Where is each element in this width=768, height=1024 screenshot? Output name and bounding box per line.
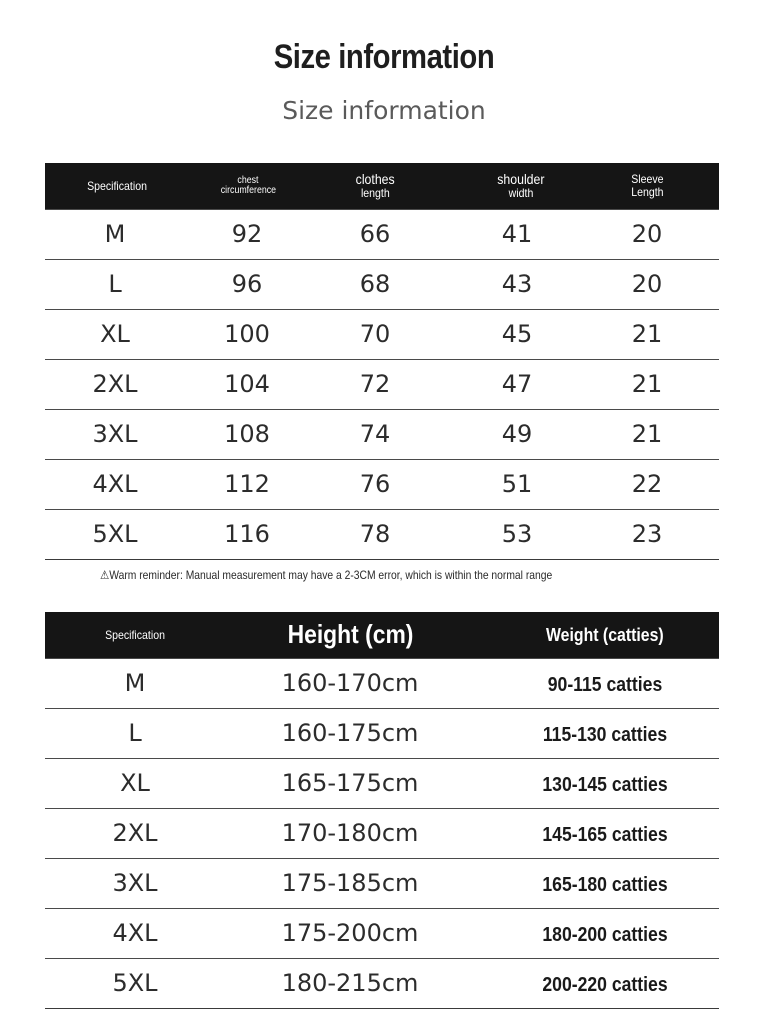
- cell-sleeve-length: 22: [631, 470, 663, 498]
- cell-weight: 115-130 catties: [542, 724, 668, 746]
- table-row: [45, 858, 719, 908]
- header-chest-circumference: chest circumference: [220, 174, 276, 196]
- cell-chest: 116: [224, 520, 270, 548]
- table-row: [45, 758, 719, 808]
- cell-height: 180-215cm: [281, 969, 419, 997]
- cell-size: 2XL: [112, 819, 158, 847]
- cell-shoulder-width: 47: [501, 370, 533, 398]
- cell-shoulder-width: 49: [501, 420, 533, 448]
- cell-size: 5XL: [92, 520, 138, 548]
- cell-chest: 104: [224, 370, 270, 398]
- page-subtitle: Size information: [282, 96, 486, 125]
- cell-size: L: [108, 270, 122, 298]
- cell-clothes-length: 72: [359, 370, 391, 398]
- cell-size: XL: [120, 769, 150, 797]
- cell-weight: 130-145 catties: [542, 774, 668, 796]
- cell-height: 160-170cm: [281, 669, 419, 697]
- table-row: [45, 808, 719, 858]
- cell-shoulder-width: 53: [501, 520, 533, 548]
- cell-size: 3XL: [92, 420, 138, 448]
- cell-size: M: [124, 669, 146, 697]
- cell-size: 2XL: [92, 370, 138, 398]
- table-header: [45, 612, 719, 658]
- cell-sleeve-length: 21: [631, 320, 663, 348]
- cell-clothes-length: 66: [359, 220, 391, 248]
- cell-height: 170-180cm: [281, 819, 419, 847]
- warm-reminder-note: ⚠Warm reminder: Manual measurement may have a 2-3CM error, which is within the normal range: [100, 568, 553, 582]
- table-row: [45, 259, 719, 309]
- cell-sleeve-length: 20: [631, 270, 663, 298]
- cell-size: L: [128, 719, 142, 747]
- cell-clothes-length: 68: [359, 270, 391, 298]
- cell-clothes-length: 74: [359, 420, 391, 448]
- table-row: [45, 958, 719, 1008]
- header-weight: Weight (catties): [546, 624, 664, 645]
- header-specification: Specification: [105, 627, 165, 642]
- size-measurement-table: [45, 163, 719, 560]
- header-specification: Specification: [87, 178, 147, 193]
- cell-chest: 112: [224, 470, 270, 498]
- table-row: [45, 459, 719, 509]
- cell-weight: 165-180 catties: [542, 874, 668, 896]
- cell-shoulder-width: 45: [501, 320, 533, 348]
- table-row: [45, 908, 719, 958]
- header-height: Height (cm): [287, 619, 413, 650]
- table-row: [45, 309, 719, 359]
- table-row: [45, 209, 719, 259]
- cell-size: 3XL: [112, 869, 158, 897]
- table-row: [45, 359, 719, 409]
- cell-chest: 108: [224, 420, 270, 448]
- cell-clothes-length: 76: [359, 470, 391, 498]
- cell-height: 160-175cm: [281, 719, 419, 747]
- table-header: [45, 163, 719, 209]
- table-body: [45, 209, 719, 559]
- cell-size: XL: [100, 320, 130, 348]
- cell-shoulder-width: 41: [501, 220, 533, 248]
- cell-height: 165-175cm: [281, 769, 419, 797]
- cell-chest: 100: [224, 320, 270, 348]
- cell-size: 4XL: [112, 919, 158, 947]
- cell-size: 5XL: [112, 969, 158, 997]
- cell-weight: 90-115 catties: [547, 674, 663, 696]
- cell-clothes-length: 78: [359, 520, 391, 548]
- cell-clothes-length: 70: [359, 320, 391, 348]
- cell-sleeve-length: 20: [631, 220, 663, 248]
- header-clothes-length: clothes length: [355, 171, 395, 201]
- size-recommendation-table: [45, 612, 719, 1009]
- cell-size: 4XL: [92, 470, 138, 498]
- cell-chest: 96: [231, 270, 263, 298]
- cell-weight: 180-200 catties: [542, 924, 668, 946]
- cell-sleeve-length: 23: [631, 520, 663, 548]
- cell-weight: 145-165 catties: [542, 824, 668, 846]
- cell-height: 175-185cm: [281, 869, 419, 897]
- cell-sleeve-length: 21: [631, 420, 663, 448]
- cell-shoulder-width: 43: [501, 270, 533, 298]
- cell-size: M: [104, 220, 126, 248]
- table-row: [45, 409, 719, 459]
- cell-height: 175-200cm: [281, 919, 419, 947]
- page-title: Size information: [273, 38, 495, 76]
- header-sleeve-length: Sleeve Length: [630, 172, 664, 199]
- table-row: [45, 509, 719, 559]
- cell-sleeve-length: 21: [631, 370, 663, 398]
- cell-weight: 200-220 catties: [542, 974, 668, 996]
- table-row: [45, 658, 719, 708]
- header-shoulder-width: shoulder width: [497, 171, 545, 201]
- cell-shoulder-width: 51: [501, 470, 533, 498]
- table-body: [45, 658, 719, 1008]
- cell-chest: 92: [231, 220, 263, 248]
- table-row: [45, 708, 719, 758]
